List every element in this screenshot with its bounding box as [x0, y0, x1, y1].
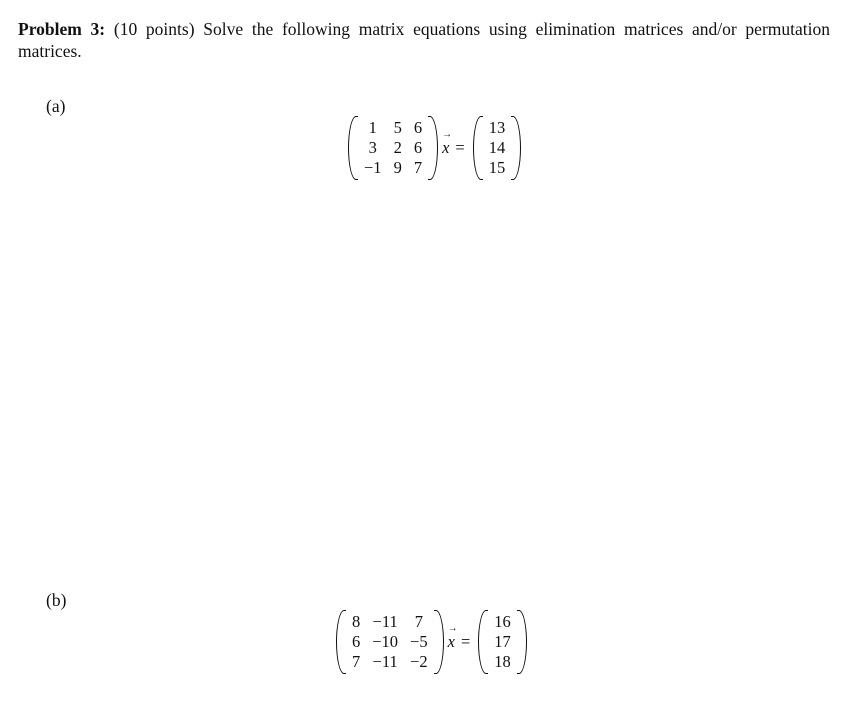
- rhs-vector-b: [478, 612, 527, 672]
- matrix-cell: 6: [413, 138, 423, 157]
- matrix-cell: 2: [393, 138, 402, 157]
- left-paren: [473, 116, 483, 180]
- vector-symbol: x: [447, 632, 455, 651]
- matrix-cell: −10: [372, 632, 399, 651]
- matrix-cell: −2: [410, 652, 428, 671]
- vector-symbol: x: [442, 138, 450, 157]
- part-a-label: (a): [46, 96, 66, 116]
- matrix-cell: 6: [413, 118, 423, 137]
- right-paren: [428, 116, 438, 180]
- vector-x: [447, 623, 458, 652]
- equation-a: [348, 118, 521, 178]
- vector-cell: 17: [494, 632, 511, 651]
- vector-cell: 14: [488, 138, 506, 157]
- equals-sign: =: [455, 138, 465, 157]
- left-paren: [336, 610, 346, 674]
- coefficient-matrix-a: [348, 118, 438, 178]
- vector-x: [442, 129, 453, 158]
- vector-arrow: →: [442, 129, 453, 140]
- matrix-cell: −5: [410, 632, 428, 651]
- matrix-cell: 5: [393, 118, 402, 137]
- matrix-cell: 6: [352, 632, 361, 651]
- part-b-label: (b): [46, 590, 67, 610]
- right-paren: [511, 116, 521, 180]
- matrix-cell: 3: [368, 138, 377, 157]
- rhs-vector-a: [473, 118, 522, 178]
- vector-arrow: →: [447, 623, 458, 634]
- vector-cell: 13: [488, 118, 506, 137]
- matrix-cell: 8: [352, 612, 361, 631]
- vector-cell: 18: [494, 652, 511, 671]
- left-paren: [348, 116, 358, 180]
- left-paren: [478, 610, 488, 674]
- matrix-cell: 7: [414, 612, 423, 631]
- matrix-cell: −11: [372, 612, 398, 631]
- matrix-cell: −1: [364, 158, 382, 177]
- problem-statement: [18, 18, 830, 62]
- equation-b: [336, 612, 527, 672]
- coefficient-matrix-b: [336, 612, 444, 672]
- right-paren: [517, 610, 527, 674]
- problem-title: Problem 3:: [18, 19, 106, 39]
- problem-body: (10 points) Solve the following matrix equations using elimination matrices and/or permutation matrices.: [18, 19, 830, 61]
- matrix-cell: −11: [372, 652, 398, 671]
- right-paren: [434, 610, 444, 674]
- equals-sign: =: [460, 632, 471, 651]
- matrix-cell: 7: [352, 652, 361, 671]
- vector-cell: 16: [494, 612, 511, 631]
- matrix-cell: 9: [393, 158, 402, 177]
- matrix-cell: 7: [413, 158, 423, 177]
- matrix-cell: 1: [368, 118, 377, 137]
- vector-cell: 15: [488, 158, 506, 177]
